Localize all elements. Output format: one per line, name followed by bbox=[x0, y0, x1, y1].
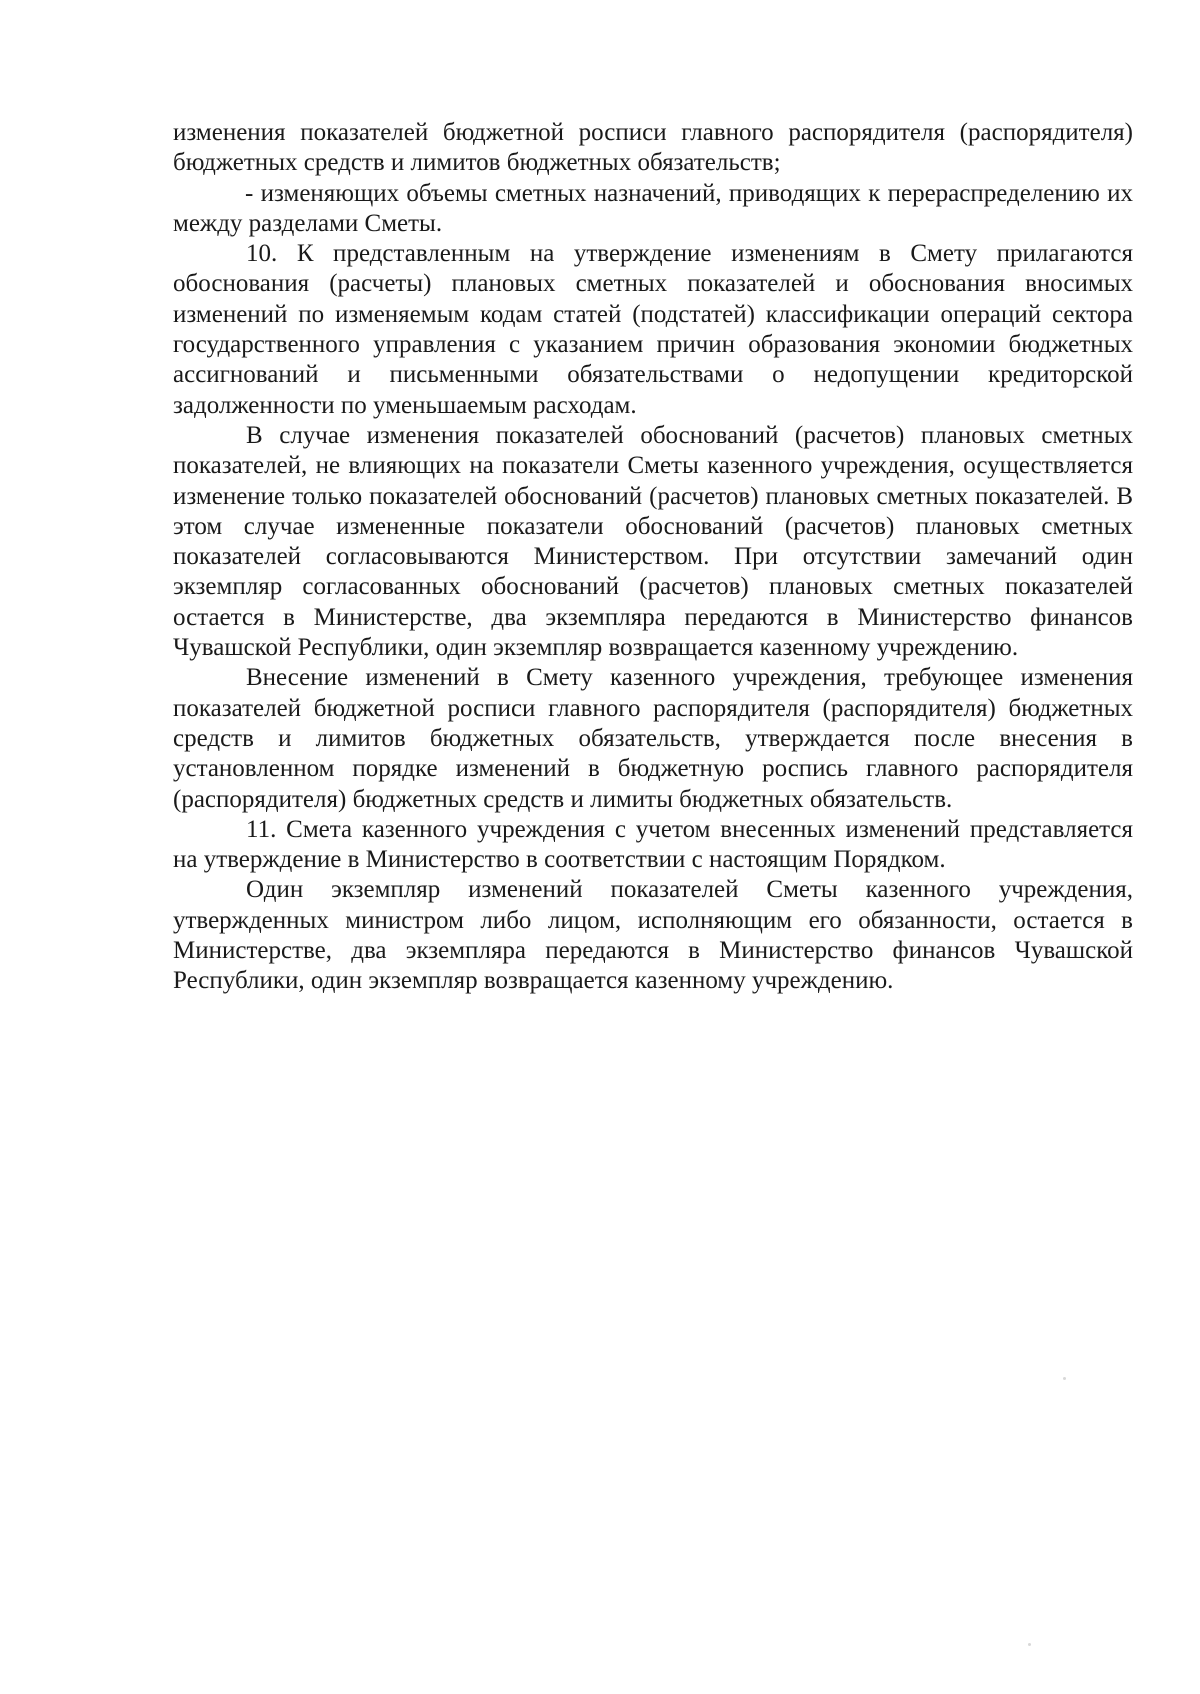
paragraph-list-item: - изменяющих объемы сметных назначений, приводящих к перераспределению их между разделами Сметы. bbox=[173, 179, 1133, 237]
document-body bbox=[173, 118, 1133, 997]
paragraph-calculations-change: В случае изменения показателей обоснований (расчетов) плановых сметных показателей, не влияющих на показатели Сметы казенного учреждения, осуществляется изменение только показателей обоснований (расчетов) плановых сметных показателей. В этом случае измененные показатели обоснований (расчетов) плановых сметных показателей согласовываются Министерством. При отсутствии замечаний один экземпляр согласованных обоснований (расчетов) плановых сметных показателей остается в Министерстве, два экземпляра передаются в Министерство финансов Чувашской Республики, один экземпляр возвращается казенному учреждению. bbox=[173, 421, 1133, 662]
paragraph-copies: Один экземпляр изменений показателей Сметы казенного учреждения, утвержденных министром либо лицом, исполняющим его обязанности, остается в Министерстве, два экземпляра передаются в Министерство финансов Чувашской Республики, один экземпляр возвращается казенному учреждению. bbox=[173, 876, 1133, 995]
scan-speck bbox=[1028, 1643, 1031, 1646]
scan-speck bbox=[1063, 1377, 1066, 1380]
paragraph-continuation: изменения показателей бюджетной росписи главного распорядителя (распорядителя) бюджетных средств и лимитов бюджетных обязательств; bbox=[173, 119, 1133, 177]
paragraph-budget-changes: Внесение изменений в Смету казенного учреждения, требующее изменения показателей бюджетной росписи главного распорядителя (распорядителя) бюджетных средств и лимитов бюджетных обязательств, утверждается после внесения в установленном порядке изменений в бюджетную роспись главного распорядителя (распорядителя) бюджетных средств и лимиты бюджетных обязательств. bbox=[173, 664, 1133, 813]
paragraph-clause-10: 10. К представленным на утверждение изменениям в Смету прилагаются обоснования (расчеты) плановых сметных показателей и обоснования вносимых изменений по изменяемым кодам статей (подстатей) классификации операций сектора государственного управления с указанием причин образования экономии бюджетных ассигнований и письменными обязательствами о недопущении кредиторской задолженности по уменьшаемым расходам. bbox=[173, 240, 1133, 419]
paragraph-clause-11: 11. Смета казенного учреждения с учетом внесенных изменений представляется на утверждение в Министерство в соответствии с настоящим Порядком. bbox=[173, 815, 1133, 874]
